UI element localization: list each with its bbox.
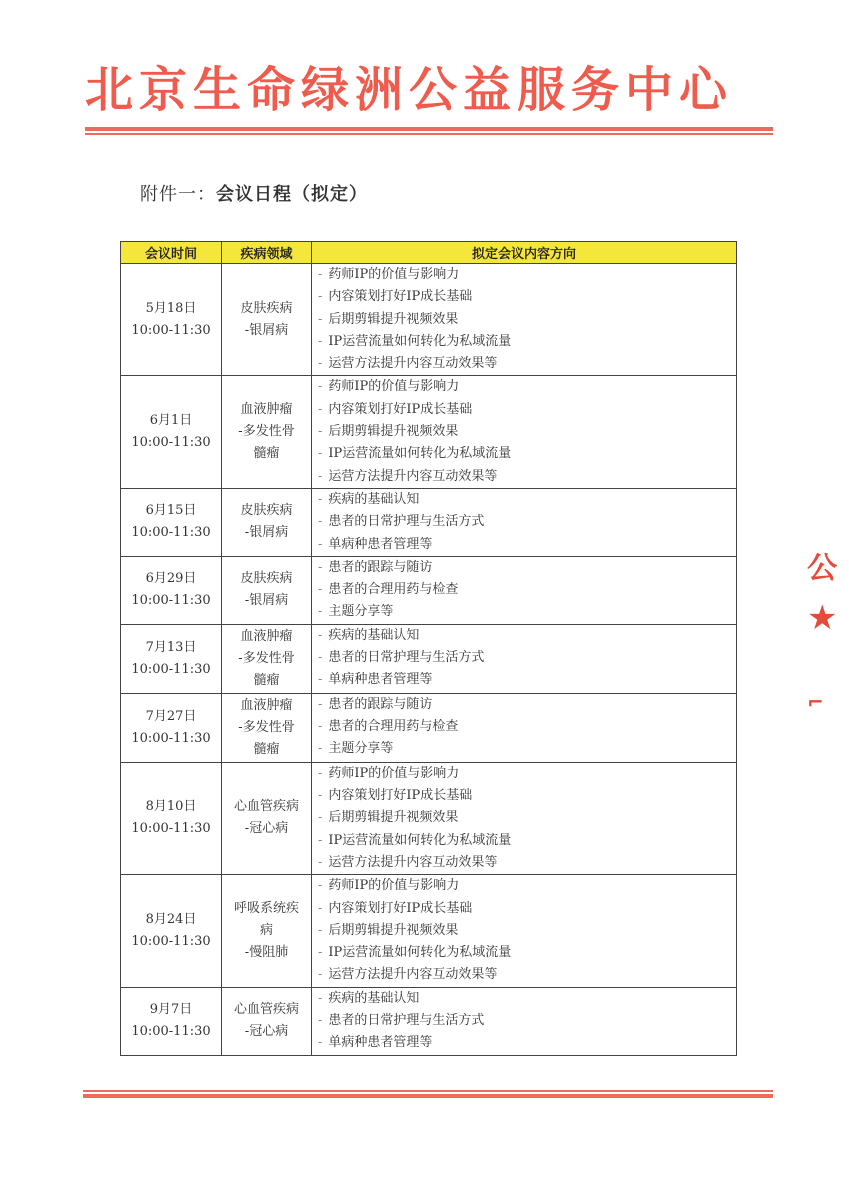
content-cell: [312, 488, 737, 556]
list-item: [318, 421, 736, 443]
bullet-dash: -: [318, 990, 323, 1006]
bullet-dash: -: [318, 832, 323, 848]
session-hours: 10:00-11:30: [131, 322, 211, 338]
list-item: [318, 716, 736, 738]
content-item-text: 内容策划打好IP成长基础: [328, 289, 473, 305]
content-item-text: 后期剪辑提升视频效果: [328, 424, 459, 440]
content-item-text: 患者的日常护理与生活方式: [328, 1013, 485, 1029]
content-item-text: 疾病的基础认知: [328, 627, 420, 643]
list-item: [318, 647, 736, 669]
disease-area-line: -多发性骨: [238, 650, 295, 666]
content-item-text: 主题分享等: [328, 604, 394, 620]
content-item-text: IP运营流量如何转化为私域流量: [328, 333, 512, 349]
disease-area-line: 皮肤疾病: [240, 300, 293, 316]
content-item-text: 内容策划打好IP成长基础: [328, 401, 473, 417]
table-row: [121, 987, 737, 1055]
session-date: 8月10日: [145, 799, 197, 815]
list-item: [318, 399, 736, 421]
seal-mark-fragment: ⌐: [807, 690, 824, 714]
bullet-dash: -: [318, 900, 323, 916]
disease-area-line: 皮肤疾病: [240, 571, 293, 587]
disease-area-cell: [222, 264, 312, 376]
bullet-dash: -: [318, 356, 323, 372]
disease-area-line: 心血管疾病: [233, 799, 299, 815]
list-item: [318, 466, 736, 488]
session-date: 7月27日: [145, 708, 197, 724]
list-item: [318, 807, 736, 829]
content-item-text: 运营方法提升内容互动效果等: [328, 356, 498, 372]
session-time-cell: [121, 488, 222, 556]
bullet-dash: -: [318, 672, 323, 688]
session-hours: 10:00-11:30: [131, 933, 211, 949]
bullet-dash: -: [318, 424, 323, 440]
session-time-cell: [121, 264, 222, 376]
list-item: [318, 898, 736, 920]
content-item-text: 药师IP的价值与影响力: [328, 878, 460, 894]
list-item: [318, 875, 736, 897]
bullet-dash: -: [318, 945, 323, 961]
table-header-row: [121, 242, 737, 264]
bullet-dash: -: [318, 1013, 323, 1029]
disease-area-line: 病: [259, 922, 273, 938]
content-item-text: 主题分享等: [328, 741, 394, 757]
content-item-text: IP运营流量如何转化为私域流量: [328, 945, 512, 961]
session-hours: 10:00-11:30: [131, 525, 211, 541]
content-item-text: 运营方法提升内容互动效果等: [328, 854, 498, 870]
session-time-cell: [121, 693, 222, 762]
list-item: [318, 920, 736, 942]
bullet-dash: -: [318, 627, 323, 643]
session-hours: 10:00-11:30: [131, 593, 211, 609]
bullet-dash: -: [318, 604, 323, 620]
disease-area-cell: [222, 693, 312, 762]
header-rule-thick: [85, 127, 773, 131]
disease-area-cell: [222, 376, 312, 488]
table-row: [121, 556, 737, 624]
bullet-dash: -: [318, 401, 323, 417]
list-item: [318, 331, 736, 353]
disease-area-line: 血液肿瘤: [240, 628, 293, 644]
bullet-dash: -: [318, 379, 323, 395]
bullet-dash: -: [318, 267, 323, 282]
content-item-text: 药师IP的价值与影响力: [328, 379, 460, 395]
disease-area-line: -银屑病: [244, 322, 289, 338]
content-cell: [312, 693, 737, 762]
attachment-heading: 会议日程（拟定）: [216, 184, 368, 205]
disease-area-line: 血液肿瘤: [240, 697, 293, 713]
disease-area-line: -多发性骨: [238, 719, 295, 735]
bullet-dash: -: [318, 333, 323, 349]
footer-rule-thick: [83, 1094, 773, 1098]
bullet-dash: -: [318, 741, 323, 757]
organization-title: 北京生命绿洲公益服务中心: [85, 62, 734, 118]
disease-area-line: -多发性骨: [238, 424, 295, 440]
attachment-title: [140, 180, 368, 206]
bullet-dash: -: [318, 788, 323, 804]
list-item: [318, 852, 736, 874]
bullet-dash: -: [318, 491, 323, 507]
content-item-text: 疾病的基础认知: [328, 990, 420, 1006]
session-time-cell: [121, 987, 222, 1055]
content-item-text: IP运营流量如何转化为私域流量: [328, 446, 512, 462]
bullet-dash: -: [318, 514, 323, 530]
bullet-dash: -: [318, 765, 323, 781]
session-time-cell: [121, 762, 222, 874]
bullet-dash: -: [318, 468, 323, 484]
session-time-cell: [121, 624, 222, 693]
footer-rule-thin: [83, 1090, 773, 1092]
seal-star-icon: ★: [807, 598, 838, 638]
content-item-text: 单病种患者管理等: [328, 1035, 433, 1051]
content-item-text: 患者的合理用药与检查: [328, 719, 459, 735]
list-item: [318, 669, 736, 691]
list-item: [318, 694, 736, 716]
list-item: [318, 830, 736, 852]
disease-area-cell: [222, 624, 312, 693]
content-cell: [312, 376, 737, 488]
content-item-text: 患者的跟踪与随访: [328, 696, 433, 712]
schedule-body: [121, 264, 737, 1056]
content-cell: [312, 987, 737, 1055]
list-item: [318, 579, 736, 601]
disease-area-line: -银屑病: [244, 525, 289, 541]
session-hours: 10:00-11:30: [131, 435, 211, 451]
header-content: 拟定会议内容方向: [312, 242, 737, 264]
list-item: [318, 601, 736, 623]
content-item-text: 患者的日常护理与生活方式: [328, 650, 485, 666]
disease-area-line: -银屑病: [244, 593, 289, 609]
content-item-text: 疾病的基础认知: [328, 491, 420, 507]
content-cell: [312, 264, 737, 376]
disease-area-line: 心血管疾病: [233, 1002, 299, 1018]
header-time: 会议时间: [121, 242, 222, 264]
disease-area-line: 呼吸系统疾: [233, 900, 299, 916]
content-item-text: 药师IP的价值与影响力: [328, 765, 460, 781]
content-cell: [312, 556, 737, 624]
bullet-dash: -: [318, 650, 323, 666]
bullet-dash: -: [318, 559, 323, 575]
bullet-dash: -: [318, 696, 323, 712]
bullet-dash: -: [318, 1035, 323, 1051]
session-hours: 10:00-11:30: [131, 730, 211, 746]
session-date: 6月1日: [149, 413, 193, 429]
session-hours: 10:00-11:30: [131, 661, 211, 677]
list-item: [318, 964, 736, 986]
bullet-dash: -: [318, 878, 323, 894]
session-date: 7月13日: [145, 639, 197, 655]
bullet-dash: -: [318, 311, 323, 327]
disease-area-line: 髓瘤: [253, 672, 280, 688]
table-row: [121, 624, 737, 693]
list-item: [318, 511, 736, 533]
list-item: [318, 738, 736, 760]
disease-area-line: 皮肤疾病: [240, 503, 293, 519]
content-item-text: 运营方法提升内容互动效果等: [328, 967, 498, 983]
schedule-table: [120, 241, 737, 1056]
disease-area-line: 髓瘤: [253, 446, 280, 462]
disease-area-cell: [222, 488, 312, 556]
list-item: [318, 557, 736, 579]
seal-stamp-fragment: 公: [807, 551, 837, 586]
session-hours: 10:00-11:30: [131, 1024, 211, 1040]
list-item: [318, 376, 736, 398]
bullet-dash: -: [318, 922, 323, 938]
list-item: [318, 1032, 736, 1054]
list-item: [318, 264, 736, 286]
bullet-dash: -: [318, 446, 323, 462]
session-date: 5月18日: [145, 300, 197, 316]
list-item: [318, 534, 736, 556]
session-time-cell: [121, 556, 222, 624]
list-item: [318, 988, 736, 1010]
header-rule-thin: [85, 133, 773, 135]
bullet-dash: -: [318, 810, 323, 826]
table-row: [121, 488, 737, 556]
session-time-cell: [121, 875, 222, 987]
disease-area-cell: [222, 875, 312, 987]
disease-area-line: -冠心病: [244, 821, 289, 837]
content-item-text: 单病种患者管理等: [328, 672, 433, 688]
list-item: [318, 489, 736, 511]
session-date: 8月24日: [145, 911, 197, 927]
table-row: [121, 376, 737, 488]
list-item: [318, 353, 736, 375]
content-item-text: 患者的合理用药与检查: [328, 582, 459, 598]
attachment-prefix: 附件一：: [140, 184, 216, 205]
list-item: [318, 1010, 736, 1032]
table-row: [121, 762, 737, 874]
table-row: [121, 264, 737, 376]
content-item-text: 后期剪辑提升视频效果: [328, 311, 459, 327]
content-item-text: IP运营流量如何转化为私域流量: [328, 832, 512, 848]
content-item-text: 后期剪辑提升视频效果: [328, 810, 459, 826]
content-cell: [312, 624, 737, 693]
disease-area-line: 血液肿瘤: [240, 402, 293, 418]
session-hours: 10:00-11:30: [131, 821, 211, 837]
table-row: [121, 693, 737, 762]
content-item-text: 患者的跟踪与随访: [328, 559, 433, 575]
header-area: 疾病领域: [222, 242, 312, 264]
content-item-text: 内容策划打好IP成长基础: [328, 900, 473, 916]
content-item-text: 单病种患者管理等: [328, 536, 433, 552]
bullet-dash: -: [318, 289, 323, 305]
bullet-dash: -: [318, 719, 323, 735]
disease-area-line: -慢阻肺: [244, 944, 289, 960]
bullet-dash: -: [318, 854, 323, 870]
bullet-dash: -: [318, 967, 323, 983]
content-item-text: 患者的日常护理与生活方式: [328, 514, 485, 530]
list-item: [318, 942, 736, 964]
content-item-text: 药师IP的价值与影响力: [328, 267, 460, 282]
content-item-text: 内容策划打好IP成长基础: [328, 788, 473, 804]
session-date: 6月15日: [145, 503, 197, 519]
bullet-dash: -: [318, 582, 323, 598]
list-item: [318, 286, 736, 308]
session-date: 9月7日: [149, 1002, 193, 1018]
bullet-dash: -: [318, 536, 323, 552]
disease-area-line: -冠心病: [244, 1024, 289, 1040]
content-item-text: 后期剪辑提升视频效果: [328, 922, 459, 938]
list-item: [318, 785, 736, 807]
disease-area-cell: [222, 762, 312, 874]
list-item: [318, 443, 736, 465]
content-cell: [312, 875, 737, 987]
content-cell: [312, 762, 737, 874]
list-item: [318, 625, 736, 647]
list-item: [318, 763, 736, 785]
list-item: [318, 309, 736, 331]
disease-area-cell: [222, 987, 312, 1055]
content-item-text: 运营方法提升内容互动效果等: [328, 468, 498, 484]
disease-area-cell: [222, 556, 312, 624]
session-time-cell: [121, 376, 222, 488]
session-date: 6月29日: [145, 571, 197, 587]
table-row: [121, 875, 737, 987]
disease-area-line: 髓瘤: [253, 741, 280, 757]
